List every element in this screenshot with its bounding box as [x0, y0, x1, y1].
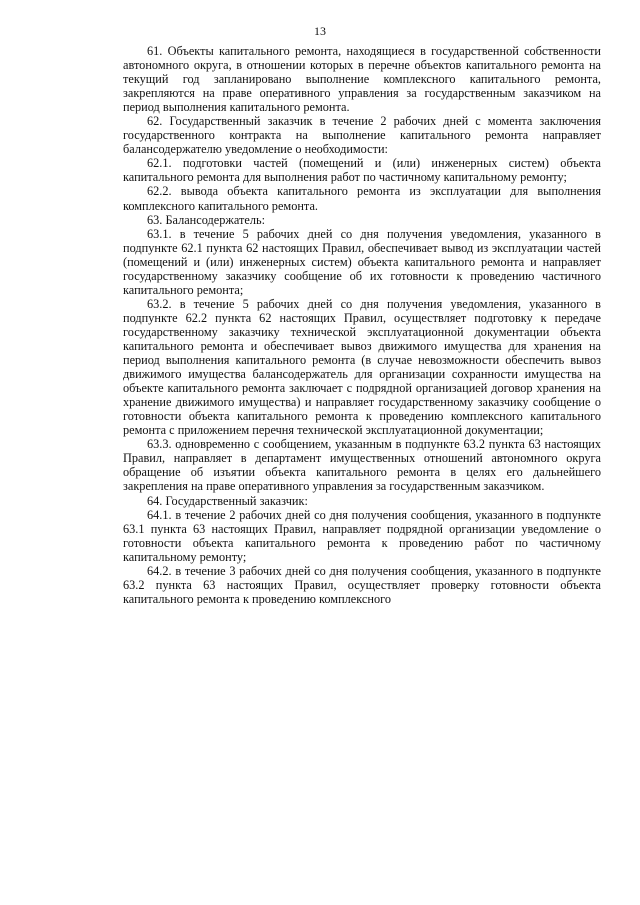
paragraph-63-3: 63.3. одновременно с сообщением, указанным в подпункте 63.2 пункта 63 настоящих Правил, направляет в департамент имущественных отношений автономного округа обращение об изъятии объекта капитального ремонта в целях его дальнейшего закрепления на праве оперативного управления за государственным заказчиком.	[123, 437, 601, 494]
paragraph-64-1: 64.1. в течение 2 рабочих дней со дня получения сообщения, указанного в подпункте 63.1 пункта 63 настоящих Правил, направляет подрядной организации уведомление о готовности объекта капитального ремонта к проведению работ по частичному капитальному ремонту;	[123, 507, 601, 564]
paragraph-64-2: 64.2. в течение 3 рабочих дней со дня получения сообщения, указанного в подпункте 63.2 пункта 63 настоящих Правил, осуществляет проверку готовности объекта капитального ремонта к проведению комплексного	[123, 563, 601, 606]
paragraph-62-2: 62.2. вывода объекта капитального ремонта из эксплуатации для выполнения комплексного капитального ремонта.	[123, 184, 601, 213]
paragraph-64: 64. Государственный заказчик:	[147, 493, 308, 508]
paragraph-63-1: 63.1. в течение 5 рабочих дней со дня получения уведомления, указанного в подпункте 62.1 пункта 62 настоящих Правил, обеспечивает вывод из эксплуатации частей (помещений и (или) инженерных систем) объекта капитального ремонта и направляет государственному заказчику сообщение об их готовности к проведению частичного капитального ремонта;	[123, 226, 601, 297]
paragraph-62: 62. Государственный заказчик в течение 2 рабочих дней с момента заключения государственного контракта на выполнение капитального ремонта направляет балансодержателю уведомление о необходимости:	[123, 114, 601, 157]
paragraph-62-1: 62.1. подготовки частей (помещений и (или) инженерных систем) объекта капитального ремонта для выполнения работ по частичному капитальному ремонту;	[123, 156, 601, 185]
paragraph-63: 63. Балансодержатель:	[147, 212, 265, 227]
paragraph-63-2: 63.2. в течение 5 рабочих дней со дня получения уведомления, указанного в подпункте 62.2 пункта 62 настоящих Правил, осуществляет подготовку к передаче государственному заказчику технической эксплуатационной документации объекта капитального ремонта и обеспечивает вывоз движимого имущества для хранения на период выполнения капитального ремонта (в случае невозможности обеспечить вывоз движимого имущества балансодержатель для организации сохранности имущества на объекте капитального ремонта заключает с подрядной организацией договор хранения на хранение движимого имущества) и направляет государственному заказчику сообщение о готовности объекта капитального ремонта к проведению комплексного капитального ремонта с приложением перечня технической эксплуатационной документации;	[123, 296, 601, 438]
document-body	[123, 44, 601, 606]
paragraph-61: 61. Объекты капитального ремонта, находящиеся в государственной собственности автономного округа, в отношении которых в перечне объектов капитального ремонта на текущий год запланировано выполнение комплексного капитального ремонта, закрепляются на праве оперативного управления за государственным заказчиком на период выполнения капитального ремонта.	[123, 44, 601, 115]
page-number: 13	[314, 24, 326, 38]
